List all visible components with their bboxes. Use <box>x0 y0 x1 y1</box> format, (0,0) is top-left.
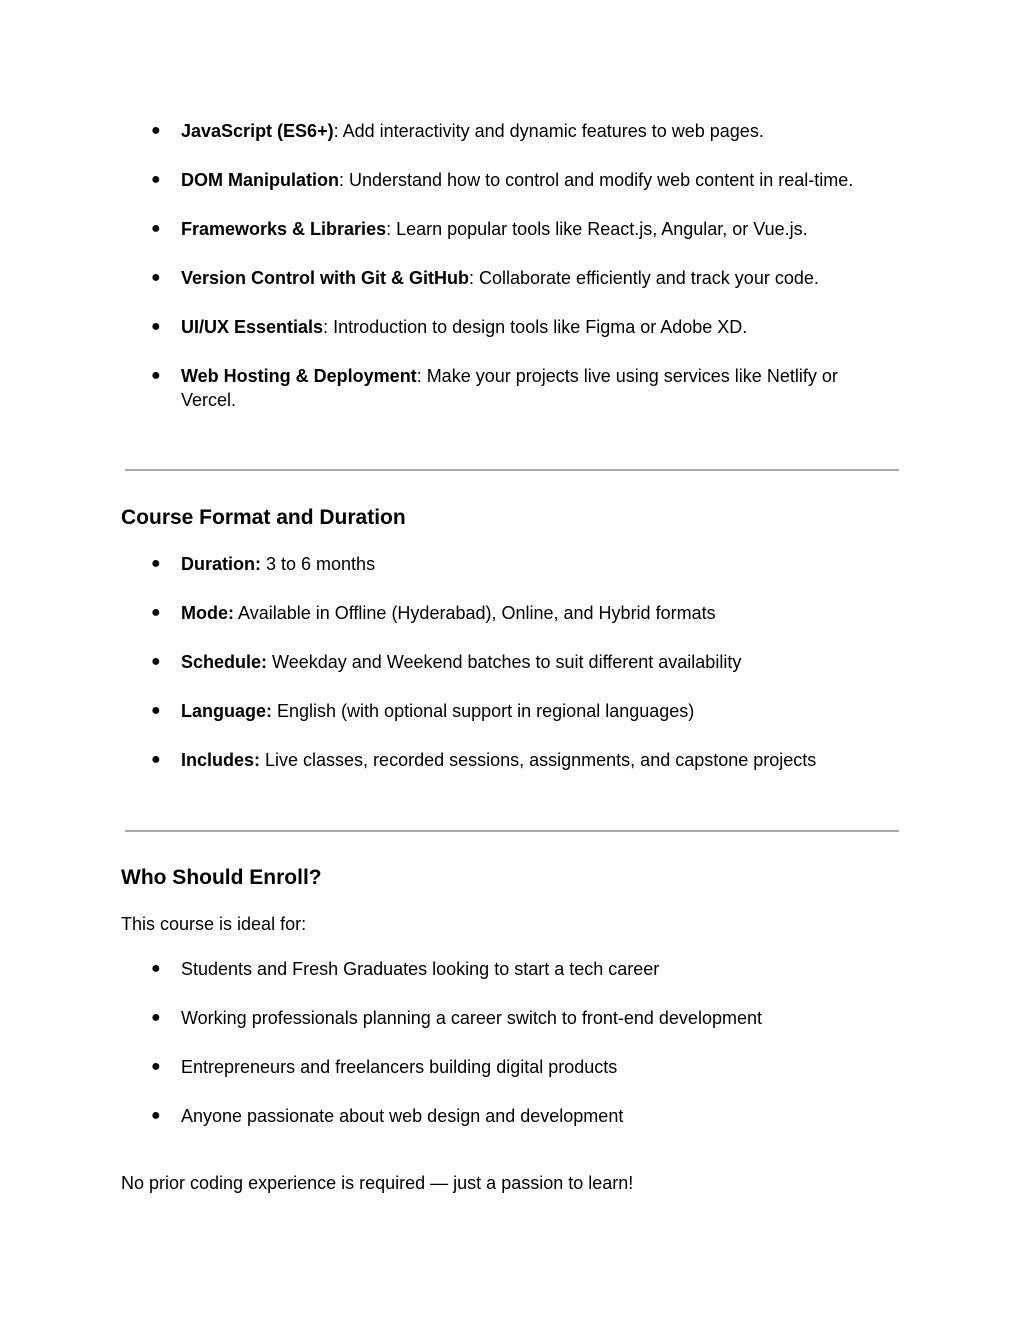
list-item <box>121 1006 881 1030</box>
item-term: Mode: <box>181 603 234 623</box>
item-text: Available in Offline (Hyderabad), Online, and Hybrid formats <box>234 603 716 623</box>
item-term: JavaScript (ES6+) <box>181 121 334 141</box>
item-term: Includes: <box>181 750 261 770</box>
bullet-icon: ● <box>151 171 161 188</box>
item-text: Entrepreneurs and freelancers building digital products <box>181 1057 618 1077</box>
item-term: Language: <box>181 701 273 721</box>
list-item <box>121 217 881 241</box>
enroll-list <box>121 957 881 1128</box>
item-text: Working professionals planning a career switch to front-end development <box>181 1008 762 1028</box>
section-divider <box>125 830 899 832</box>
item-text: : Understand how to control and modify web content in real-time. <box>338 170 854 190</box>
list-item <box>121 601 881 625</box>
item-text: Live classes, recorded sessions, assignments, and capstone projects <box>260 750 817 770</box>
item-text: : Introduction to design tools like Figma or Adobe XD. <box>323 317 748 337</box>
section-heading-who-should-enroll: Who Should Enroll? <box>121 866 322 889</box>
item-text: : Make your projects live using services like Netlify or Vercel. <box>181 366 838 410</box>
item-term: Frameworks & Libraries <box>181 219 387 239</box>
bullet-icon: ● <box>151 318 161 335</box>
enroll-intro: This course is ideal for: <box>121 914 307 934</box>
item-text: : Add interactivity and dynamic features to web pages. <box>333 121 764 141</box>
section-heading-course-format: Course Format and Duration <box>121 506 406 529</box>
list-item <box>121 748 881 772</box>
item-term: Web Hosting & Deployment <box>181 366 417 386</box>
item-text: Anyone passionate about web design and development <box>181 1106 624 1126</box>
bullet-icon: ● <box>151 751 161 768</box>
list-item <box>121 364 871 412</box>
bullet-icon: ● <box>151 604 161 621</box>
list-item <box>121 1055 881 1079</box>
bullet-icon: ● <box>151 960 161 977</box>
format-list <box>121 552 881 772</box>
item-term: Duration: <box>181 554 261 574</box>
bullet-icon: ● <box>151 269 161 286</box>
list-item <box>121 699 881 723</box>
list-item <box>121 168 881 192</box>
bullet-icon: ● <box>151 1058 161 1075</box>
bullet-icon: ● <box>151 555 161 572</box>
list-item <box>121 119 881 143</box>
bullet-icon: ● <box>151 1107 161 1124</box>
list-item <box>121 552 881 576</box>
item-text: : Learn popular tools like React.js, Angular, or Vue.js. <box>386 219 808 239</box>
list-item <box>121 650 881 674</box>
item-term: Version Control with Git & GitHub <box>181 268 469 288</box>
list-item <box>121 266 881 290</box>
skills-list <box>121 119 881 412</box>
enroll-closing: No prior coding experience is required — just a passion to learn! <box>121 1173 634 1193</box>
list-item <box>121 957 881 981</box>
item-text: : Collaborate efficiently and track your code. <box>469 268 819 288</box>
bullet-icon: ● <box>151 1009 161 1026</box>
section-divider <box>125 469 899 471</box>
list-item <box>121 315 881 339</box>
item-text: Students and Fresh Graduates looking to start a tech career <box>181 959 660 979</box>
bullet-icon: ● <box>151 220 161 237</box>
item-term: UI/UX Essentials <box>181 317 324 337</box>
bullet-icon: ● <box>151 702 161 719</box>
item-term: Schedule: <box>181 652 268 672</box>
item-term: DOM Manipulation <box>181 170 339 190</box>
bullet-icon: ● <box>151 653 161 670</box>
item-text: 3 to 6 months <box>261 554 376 574</box>
list-item <box>121 1104 881 1128</box>
item-text: English (with optional support in regional languages) <box>272 701 695 721</box>
bullet-icon: ● <box>151 367 161 384</box>
bullet-icon: ● <box>151 122 161 139</box>
item-text: Weekday and Weekend batches to suit different availability <box>267 652 742 672</box>
